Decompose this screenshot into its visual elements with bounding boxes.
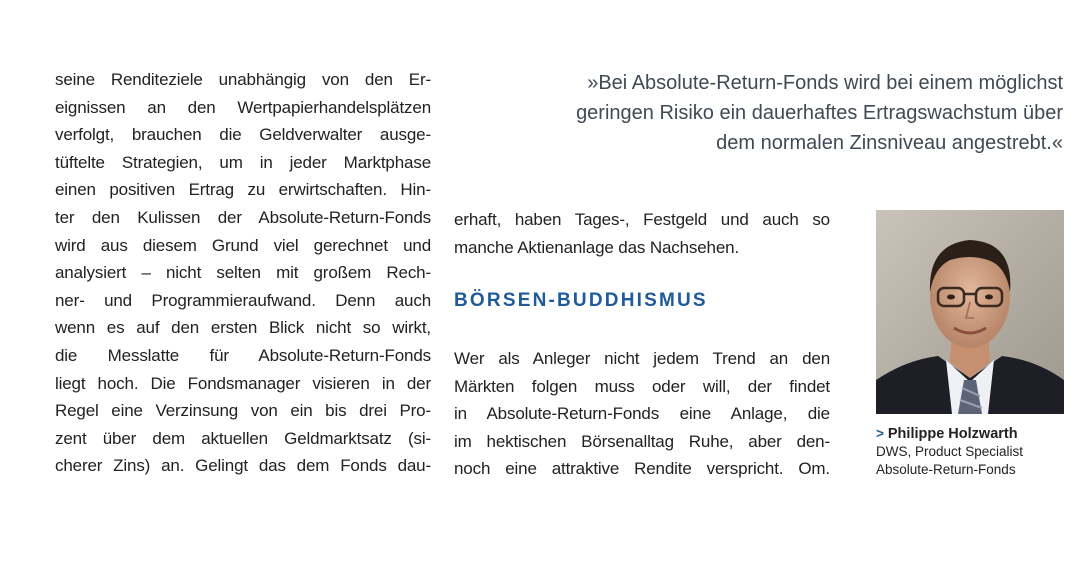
text-line: erhaft, haben Tages-, Festgeld und auch so bbox=[454, 210, 830, 229]
text-line: einen positiven Ertrag zu erwirtschaften. Hin- bbox=[55, 180, 431, 200]
text-line: wenn es auf den ersten Blick nicht so wirkt, bbox=[55, 318, 431, 338]
quote-line: geringen Risiko ein dauerhaftes Ertragswachstum über bbox=[576, 102, 1063, 124]
article-mid-column-top bbox=[454, 206, 830, 261]
text-line: Regel eine Verzinsung von ein bis drei Pro- bbox=[55, 401, 431, 421]
text-line: cherer Zins) an. Gelingt das dem Fonds dau- bbox=[55, 456, 431, 476]
text-line: noch eine attraktive Rendite verspricht. Om. bbox=[454, 459, 830, 479]
text-line: zent über dem aktuellen Geldmarktsatz (si- bbox=[55, 428, 431, 448]
text-line: ner- und Programmieraufwand. Denn auch bbox=[55, 290, 431, 310]
person-name: Philippe Holzwarth bbox=[887, 426, 1018, 442]
article-mid-column-bottom bbox=[454, 345, 830, 483]
text-line: manche Aktienanlage das Nachsehen. bbox=[454, 237, 740, 257]
quote-line: »Bei Absolute-Return-Fonds wird bei einem möglichst bbox=[587, 72, 1063, 94]
portrait-photo bbox=[876, 210, 1064, 414]
pull-quote bbox=[463, 68, 1063, 158]
person-role: DWS, Product Specialist bbox=[876, 444, 1024, 459]
text-line: wird aus diesem Grund viel gerechnet und bbox=[55, 235, 431, 255]
text-line: eignissen an den Wertpapierhandelsplätzen bbox=[55, 97, 431, 117]
text-line: tüftelte Strategien, um in jeder Marktphase bbox=[55, 152, 431, 172]
caption-marker: > bbox=[876, 426, 884, 441]
text-line: Wer als Anleger nicht jedem Trend an den bbox=[454, 349, 830, 368]
text-line: ter den Kulissen der Absolute-Return-Fonds bbox=[55, 207, 431, 227]
text-line: analysiert – nicht selten mit großem Rech- bbox=[55, 263, 431, 283]
quote-line: dem normalen Zinsniveau angestrebt.« bbox=[716, 132, 1063, 154]
photo-caption bbox=[876, 425, 1066, 479]
text-line: seine Renditeziele unabhängig von den Er- bbox=[55, 70, 431, 89]
text-line: im hektischen Börsenalltag Ruhe, aber den- bbox=[454, 431, 830, 451]
text-line: in Absolute-Return-Fonds eine Anlage, die bbox=[454, 404, 830, 424]
text-line: liegt hoch. Die Fondsmanager visieren in der bbox=[55, 373, 431, 393]
text-line: verfolgt, brauchen die Geldverwalter ausge- bbox=[55, 125, 431, 145]
text-line: die Messlatte für Absolute-Return-Fonds bbox=[55, 345, 431, 365]
article-left-column bbox=[55, 66, 431, 480]
text-line: Märkten folgen muss oder will, der findet bbox=[454, 376, 830, 396]
section-heading: BÖRSEN-BUDDHISMUS bbox=[454, 290, 708, 311]
person-department: Absolute-Return-Fonds bbox=[876, 462, 1016, 477]
